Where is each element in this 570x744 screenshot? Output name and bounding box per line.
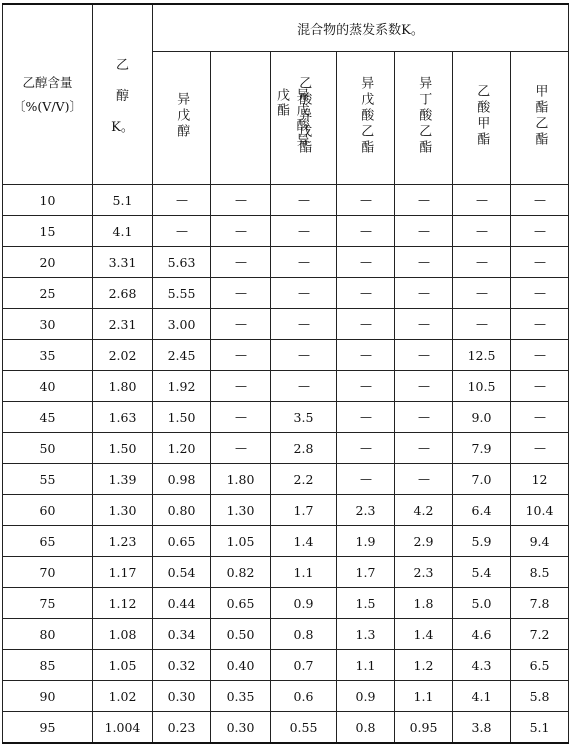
coefficient-cell: 1.8 (395, 588, 453, 619)
coefficient-cell: 1.80 (211, 464, 271, 495)
coefficient-cell: 0.54 (153, 557, 211, 588)
concentration-cell: 95 (3, 712, 93, 744)
table-row (3, 557, 569, 588)
coefficient-cell: 0.95 (395, 712, 453, 744)
ethanol-k-header-char: 乙 (115, 58, 129, 73)
coefficient-cell: 0.30 (211, 712, 271, 744)
coefficient-cell: — (395, 340, 453, 371)
coefficient-cell: — (211, 340, 271, 371)
coefficient-cell: 2.3 (395, 557, 453, 588)
coefficient-cell: — (395, 247, 453, 278)
coefficient-cell: 12.5 (453, 340, 511, 371)
coefficient-cell: — (511, 278, 569, 309)
ethanol-k-cell: 1.30 (93, 495, 153, 526)
coefficient-cell: — (395, 371, 453, 402)
coefficient-cell: — (511, 309, 569, 340)
coefficient-cell: 4.3 (453, 650, 511, 681)
ethanol-k-cell: 1.02 (93, 681, 153, 712)
coefficient-cell: 1.4 (395, 619, 453, 650)
coefficient-cell: 0.8 (337, 712, 395, 744)
concentration-cell: 30 (3, 309, 93, 340)
coefficient-cell: 5.8 (511, 681, 569, 712)
subcolumn-header-text: 异戊酸异 (293, 88, 309, 148)
coefficient-cell: 0.98 (153, 464, 211, 495)
coefficient-cell: — (395, 278, 453, 309)
coefficient-cell: 5.0 (453, 588, 511, 619)
coefficient-cell: 1.7 (337, 557, 395, 588)
coefficient-cell: 2.3 (337, 495, 395, 526)
coefficient-cell: 0.35 (211, 681, 271, 712)
subcolumn-header-text: 异戊酸乙酯 (358, 76, 374, 156)
ethanol-k-cell: 5.1 (93, 185, 153, 216)
coefficient-cell: 5.9 (453, 526, 511, 557)
concentration-cell: 85 (3, 650, 93, 681)
coefficient-cell: 0.44 (153, 588, 211, 619)
coefficient-cell: 9.4 (511, 526, 569, 557)
coefficient-cell: 0.30 (153, 681, 211, 712)
ethanol-k-cell: 2.31 (93, 309, 153, 340)
ethanol-k-header (93, 4, 153, 185)
coefficient-cell: 7.0 (453, 464, 511, 495)
coefficient-cell: — (271, 309, 337, 340)
coefficient-cell: — (337, 340, 395, 371)
concentration-cell: 60 (3, 495, 93, 526)
table-row (3, 464, 569, 495)
coefficient-cell: 4.2 (395, 495, 453, 526)
coefficient-cell: — (511, 371, 569, 402)
coefficient-cell: 1.1 (395, 681, 453, 712)
coefficient-cell: 1.4 (271, 526, 337, 557)
table-row (3, 681, 569, 712)
coefficient-cell: 5.4 (453, 557, 511, 588)
concentration-cell: 25 (3, 278, 93, 309)
coefficient-cell: — (395, 185, 453, 216)
ethanol-k-cell: 1.12 (93, 588, 153, 619)
ethanol-k-cell: 3.31 (93, 247, 153, 278)
coefficient-cell: 1.9 (337, 526, 395, 557)
coefficient-cell: 9.0 (453, 402, 511, 433)
coefficient-cell: — (337, 464, 395, 495)
table-row (3, 712, 569, 744)
coefficient-cell: 7.8 (511, 588, 569, 619)
table-row (3, 650, 569, 681)
concentration-cell: 10 (3, 185, 93, 216)
coefficient-cell: — (337, 309, 395, 340)
coefficient-cell: 1.20 (153, 433, 211, 464)
coefficient-cell: 6.4 (453, 495, 511, 526)
coefficient-cell: 1.7 (271, 495, 337, 526)
table-row (3, 371, 569, 402)
coefficient-cell: 2.9 (395, 526, 453, 557)
coefficient-cell: — (337, 278, 395, 309)
coefficient-cell: 1.30 (211, 495, 271, 526)
ethanol-k-cell: 1.08 (93, 619, 153, 650)
ethanol-k-cell: 1.39 (93, 464, 153, 495)
coefficient-cell: — (395, 433, 453, 464)
coefficient-cell: 0.65 (153, 526, 211, 557)
coefficient-cell: 0.7 (271, 650, 337, 681)
subcolumn-header-text: 异戊醇 (174, 92, 190, 140)
coefficient-cell: — (395, 216, 453, 247)
coefficient-cell: — (153, 216, 211, 247)
concentration-cell: 45 (3, 402, 93, 433)
coefficient-cell: — (395, 309, 453, 340)
coefficient-cell: — (337, 216, 395, 247)
coefficient-cell: 1.50 (153, 402, 211, 433)
concentration-cell: 40 (3, 371, 93, 402)
coefficient-cell: 3.8 (453, 712, 511, 744)
subcolumn-header-text: 甲酯乙酯 (532, 84, 548, 148)
subcolumn-header-ethyl-isobutyrate (395, 52, 453, 185)
coefficient-cell: — (211, 433, 271, 464)
coefficient-cell: — (271, 216, 337, 247)
coefficient-cell: 7.2 (511, 619, 569, 650)
coefficient-cell: 0.65 (211, 588, 271, 619)
coefficient-cell: — (211, 371, 271, 402)
ethanol-k-cell: 2.68 (93, 278, 153, 309)
coefficient-cell: 0.50 (211, 619, 271, 650)
coefficient-cell: 1.3 (337, 619, 395, 650)
coefficient-cell: — (337, 433, 395, 464)
coefficient-cell: 3.5 (271, 402, 337, 433)
coefficient-cell: 3.00 (153, 309, 211, 340)
coefficient-cell: 0.55 (271, 712, 337, 744)
mixture-group-header: 混合物的蒸发系数K。 (153, 4, 569, 52)
coefficient-cell: — (453, 247, 511, 278)
coefficient-cell: 7.9 (453, 433, 511, 464)
table-row (3, 340, 569, 371)
table-row (3, 433, 569, 464)
coefficient-cell: — (453, 278, 511, 309)
coefficient-cell: — (511, 340, 569, 371)
ethanol-k-header-char: K。 (111, 120, 134, 135)
ethanol-k-cell: 1.80 (93, 371, 153, 402)
coefficient-cell: 12 (511, 464, 569, 495)
table-row (3, 619, 569, 650)
coefficient-cell: — (511, 433, 569, 464)
coefficient-cell: 1.1 (337, 650, 395, 681)
coefficient-cell: — (211, 309, 271, 340)
coefficient-cell: — (453, 216, 511, 247)
coefficient-cell: — (511, 216, 569, 247)
ethanol-k-cell: 1.50 (93, 433, 153, 464)
concentration-cell: 35 (3, 340, 93, 371)
coefficient-cell: 1.92 (153, 371, 211, 402)
coefficient-cell: 5.1 (511, 712, 569, 744)
concentration-header-line2: 〔%(V/V)〕 (13, 98, 82, 114)
table-row (3, 526, 569, 557)
ethanol-k-header-char: 醇 (115, 89, 129, 104)
coefficient-cell: 4.6 (453, 619, 511, 650)
coefficient-cell: — (337, 371, 395, 402)
coefficient-cell: 1.5 (337, 588, 395, 619)
concentration-cell: 15 (3, 216, 93, 247)
coefficient-cell: 5.55 (153, 278, 211, 309)
concentration-cell: 50 (3, 433, 93, 464)
concentration-cell: 70 (3, 557, 93, 588)
coefficient-cell: — (211, 216, 271, 247)
table-row (3, 402, 569, 433)
coefficient-cell: 10.4 (511, 495, 569, 526)
table-row (3, 185, 569, 216)
coefficient-cell: 0.8 (271, 619, 337, 650)
coefficient-cell: — (271, 278, 337, 309)
coefficient-cell: — (395, 402, 453, 433)
concentration-cell: 90 (3, 681, 93, 712)
coefficient-cell: 0.40 (211, 650, 271, 681)
subcolumn-header-methyl-acetate (453, 52, 511, 185)
coefficient-cell: 2.45 (153, 340, 211, 371)
coefficient-cell: — (271, 371, 337, 402)
subcolumn-header-text: 异丁酸乙酯 (416, 76, 432, 156)
ethanol-k-cell: 1.17 (93, 557, 153, 588)
coefficient-cell: 0.34 (153, 619, 211, 650)
subcolumn-header-text: 戊酯 (273, 88, 289, 118)
coefficient-cell: — (271, 185, 337, 216)
subcolumn-header-ethyl-formate (511, 52, 569, 185)
coefficient-cell: 0.23 (153, 712, 211, 744)
coefficient-cell: 6.5 (511, 650, 569, 681)
concentration-cell: 80 (3, 619, 93, 650)
concentration-cell: 55 (3, 464, 93, 495)
coefficient-cell: — (511, 247, 569, 278)
coefficient-cell: — (511, 185, 569, 216)
concentration-cell: 20 (3, 247, 93, 278)
subcolumn-header-isoamyl-alcohol (153, 52, 211, 185)
ethanol-k-cell: 1.63 (93, 402, 153, 433)
coefficient-cell: 2.8 (271, 433, 337, 464)
coefficient-cell: — (153, 185, 211, 216)
evaporation-coefficient-table (2, 3, 569, 744)
coefficient-cell: — (337, 402, 395, 433)
table-row (3, 588, 569, 619)
ethanol-k-cell: 1.05 (93, 650, 153, 681)
subcolumn-header-text: 乙酸异戊酯 (296, 76, 312, 156)
coefficient-cell: 0.80 (153, 495, 211, 526)
coefficient-cell: — (211, 278, 271, 309)
subcolumn-header-ethyl-isovalerate (337, 52, 395, 185)
concentration-header (3, 4, 93, 185)
coefficient-cell: 0.32 (153, 650, 211, 681)
concentration-cell: 65 (3, 526, 93, 557)
coefficient-cell: — (211, 247, 271, 278)
coefficient-cell: 4.1 (453, 681, 511, 712)
coefficient-cell: 2.2 (271, 464, 337, 495)
coefficient-cell: 10.5 (453, 371, 511, 402)
coefficient-cell: — (337, 185, 395, 216)
table-row (3, 247, 569, 278)
subcolumn-header-text: 乙酸甲酯 (474, 84, 490, 148)
coefficient-cell: 5.63 (153, 247, 211, 278)
concentration-cell: 75 (3, 588, 93, 619)
coefficient-cell: 0.6 (271, 681, 337, 712)
coefficient-cell: — (211, 402, 271, 433)
coefficient-cell: 0.82 (211, 557, 271, 588)
coefficient-cell: — (395, 464, 453, 495)
coefficient-cell: — (271, 340, 337, 371)
coefficient-cell: — (211, 185, 271, 216)
table-row (3, 309, 569, 340)
table-row (3, 495, 569, 526)
coefficient-cell: 0.9 (337, 681, 395, 712)
coefficient-cell: — (271, 247, 337, 278)
ethanol-k-cell: 4.1 (93, 216, 153, 247)
ethanol-k-cell: 1.23 (93, 526, 153, 557)
ethanol-k-cell: 1.004 (93, 712, 153, 744)
coefficient-cell: 1.1 (271, 557, 337, 588)
concentration-header-line1: 乙醇含量 (22, 74, 73, 90)
coefficient-cell: — (453, 309, 511, 340)
coefficient-cell: — (453, 185, 511, 216)
coefficient-cell: 8.5 (511, 557, 569, 588)
coefficient-cell: — (511, 402, 569, 433)
ethanol-k-cell: 2.02 (93, 340, 153, 371)
coefficient-cell: — (337, 247, 395, 278)
coefficient-cell: 1.05 (211, 526, 271, 557)
table-row (3, 278, 569, 309)
coefficient-cell: 0.9 (271, 588, 337, 619)
coefficient-cell: 1.2 (395, 650, 453, 681)
table-row (3, 216, 569, 247)
